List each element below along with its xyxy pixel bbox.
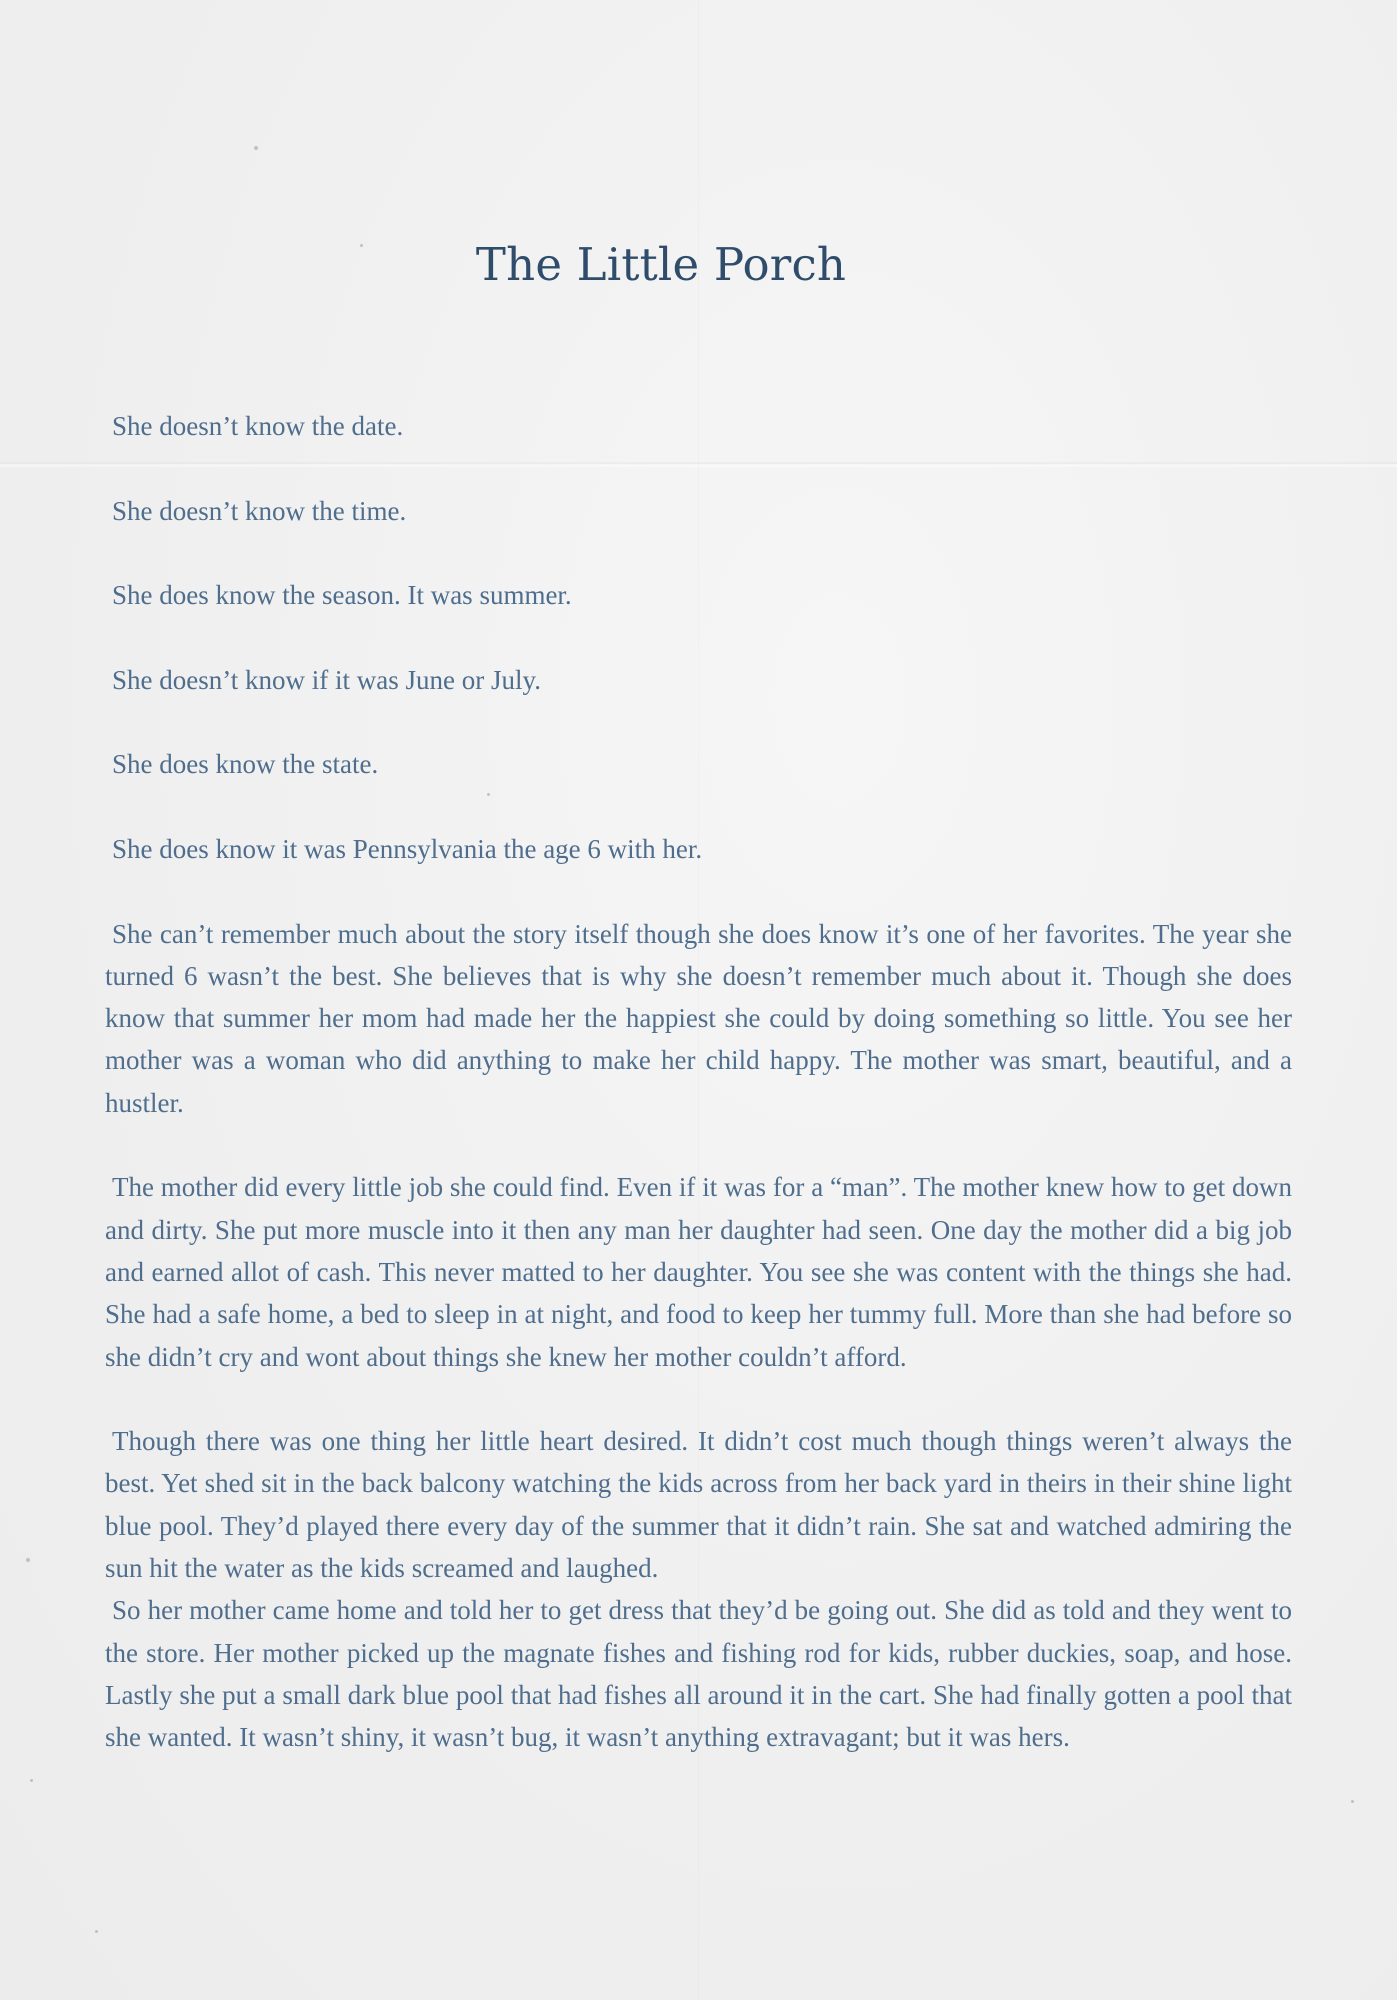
paper-speck xyxy=(95,1930,98,1933)
body-paragraph-memory: She can’t remember much about the story itself though she does know it’s one of her favorites. The year she turned 6 wasn’t the best. She believes that is why she doesn’t remember much about it. Though she does know that summer her mom had made her the happiest she could by doing something so little. You see her mother was a woman who did anything to make her child happy. The mother was smart, beautiful, and a hustler. xyxy=(105,918,1292,1118)
paper-speck xyxy=(254,146,258,150)
body-paragraph-mother-work: The mother did every little job she could find. Even if it was for a “man”. The mother knew how to get down and dirty. She put more muscle into it then any man her daughter had seen. One day the mother did a big job and earned allot of cash. This never matted to her daughter. You see she was content with the things she had. She had a safe home, a bed to sleep in at night, and food to keep her tummy full. More than she had before so she didn’t cry and wont about things she knew her mother couldn’t afford. xyxy=(105,1172,1292,1372)
body-line-state: She does know the state. xyxy=(112,749,379,780)
body-paragraph-store-trip: So her mother came home and told her to get dress that they’d be going out. She did as told and they went to the store. Her mother picked up the magnate fishes and fishing rod for kids, rubber duckies, soap, and hose. Lastly she put a small dark blue pool that had fishes all around it in the cart. She had finally gotten a pool that she wanted. It wasn’t shiny, it wasn’t bug, it wasn’t anything extravagant; but it was hers. xyxy=(105,1595,1292,1753)
document-body xyxy=(105,405,1292,1759)
body-line-date: She doesn’t know the date. xyxy=(112,411,404,441)
document-title: The Little Porch xyxy=(475,238,847,291)
paper-speck xyxy=(26,1558,30,1562)
body-paragraph-pool-desire: Though there was one thing her little heart desired. It didn’t cost much though things weren’t always the best. Yet shed sit in the back balcony watching the kids across from her back yard in theirs in their shine light blue pool. They’d played there every day of the summer that it didn’t rain. She sat and watched admiring the sun hit the water as the kids screamed and laughed. xyxy=(105,1426,1292,1584)
paper-speck xyxy=(1351,1800,1354,1803)
paper-speck xyxy=(30,1779,33,1782)
body-line-time: She doesn’t know the time. xyxy=(112,495,407,526)
body-line-season: She does know the season. It was summer. xyxy=(112,580,572,611)
body-line-month: She doesn’t know if it was June or July. xyxy=(112,664,541,695)
body-line-pennsylvania: She does know it was Pennsylvania the age 6 with her. xyxy=(112,833,703,864)
